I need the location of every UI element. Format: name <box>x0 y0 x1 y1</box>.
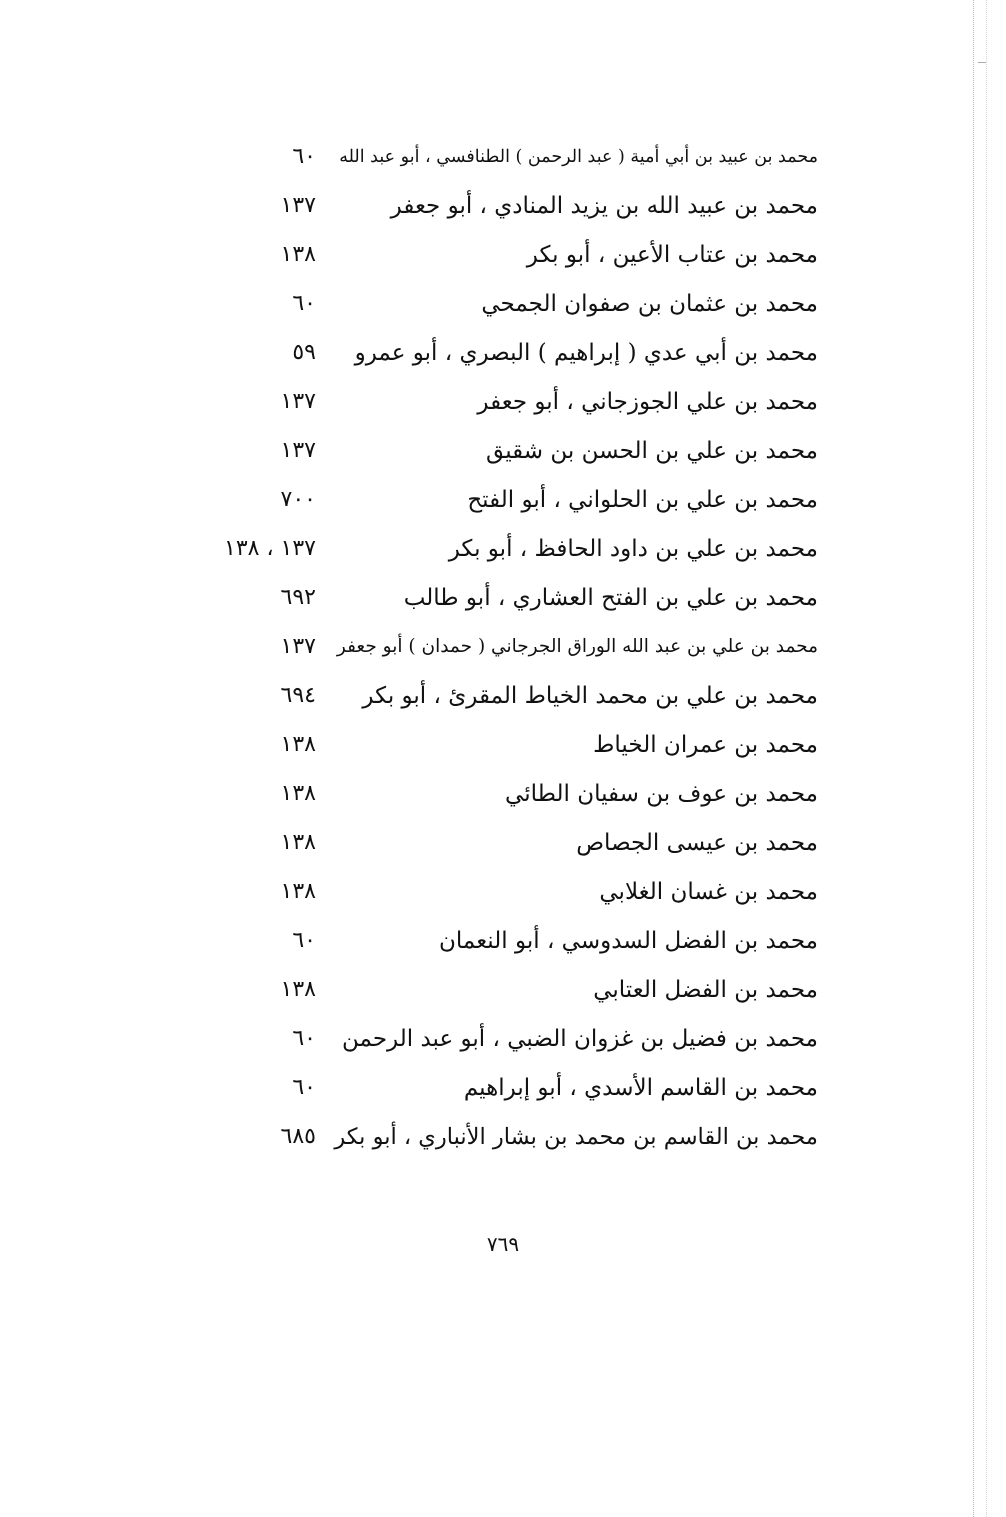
entry-page-refs: ٦٩٢ <box>280 585 316 610</box>
entry-page-refs: ١٣٧ <box>280 389 316 414</box>
entry-name: محمد بن علي الجوزجاني ، أبو جعفر <box>477 389 818 415</box>
entry-page-refs: ٥٩ <box>292 340 316 365</box>
entry-page-refs: ٦٠ <box>292 144 316 169</box>
index-entry <box>0 820 1006 869</box>
index-entry <box>0 918 1006 967</box>
index-entry <box>0 1114 1006 1163</box>
entry-page-refs: ١٣٧ <box>280 193 316 218</box>
entry-name: محمد بن القاسم الأسدي ، أبو إبراهيم <box>463 1075 818 1101</box>
index-entry <box>0 967 1006 1016</box>
index-entry <box>0 1016 1006 1065</box>
entry-name: محمد بن الفضل السدوسي ، أبو النعمان <box>439 928 818 954</box>
index-entry <box>0 428 1006 477</box>
entry-name: محمد بن عثمان بن صفوان الجمحي <box>481 291 818 317</box>
entry-name: محمد بن القاسم بن محمد بن بشار الأنباري ، أبو بكر <box>334 1124 818 1150</box>
index-entry <box>0 575 1006 624</box>
index-entry <box>0 869 1006 918</box>
entry-page-refs: ٦٠ <box>292 291 316 316</box>
page-number: ٧٦٩ <box>486 1232 520 1256</box>
entry-name: محمد بن علي بن محمد الخياط المقرئ ، أبو بكر <box>362 683 818 709</box>
entry-page-refs: ١٣٧ ، ١٣٨ <box>224 536 316 561</box>
entry-name: محمد بن علي بن داود الحافظ ، أبو بكر <box>448 536 818 562</box>
entry-name: محمد بن عتاب الأعين ، أبو بكر <box>526 242 818 268</box>
entry-name: محمد بن علي بن الحلواني ، أبو الفتح <box>467 487 818 513</box>
entry-name: محمد بن علي بن عبد الله الوراق الجرجاني ( حمدان ) أبو جعفر <box>336 636 818 657</box>
index-entry <box>0 526 1006 575</box>
index-entry <box>0 134 1006 183</box>
scan-edge-tick <box>978 62 986 63</box>
index-entry <box>0 722 1006 771</box>
entry-name: محمد بن عيسى الجصاص <box>576 830 818 856</box>
entry-page-refs: ١٣٧ <box>280 438 316 463</box>
entry-page-refs: ٦٠ <box>292 1026 316 1051</box>
entry-page-refs: ١٣٨ <box>280 977 316 1002</box>
entry-page-refs: ١٣٨ <box>280 879 316 904</box>
entry-name: محمد بن عمران الخياط <box>593 732 818 758</box>
index-entry <box>0 673 1006 722</box>
entry-page-refs: ١٣٧ <box>280 634 316 659</box>
index-entry <box>0 771 1006 820</box>
entry-name: محمد بن غسان الغلابي <box>599 879 818 905</box>
index-entry <box>0 183 1006 232</box>
entry-name: محمد بن الفضل العتابي <box>593 977 818 1003</box>
entry-page-refs: ١٣٨ <box>280 732 316 757</box>
entry-name: محمد بن فضيل بن غزوان الضبي ، أبو عبد الرحمن <box>342 1026 818 1052</box>
name-index-list <box>0 134 1006 1163</box>
entry-name: محمد بن عوف بن سفيان الطائي <box>505 781 818 807</box>
index-entry <box>0 330 1006 379</box>
entry-page-refs: ٦٨٥ <box>280 1124 316 1149</box>
entry-page-refs: ٦٠ <box>292 1075 316 1100</box>
entry-page-refs: ٦٠ <box>292 928 316 953</box>
entry-page-refs: ٦٩٤ <box>280 683 316 708</box>
entry-name: محمد بن أبي عدي ( إبراهيم ) البصري ، أبو عمرو <box>354 340 818 366</box>
entry-name: محمد بن عبيد الله بن يزيد المنادي ، أبو جعفر <box>390 193 818 219</box>
entry-page-refs: ١٣٨ <box>280 242 316 267</box>
entry-page-refs: ٧٠٠ <box>280 487 316 512</box>
entry-name: محمد بن عبيد بن أبي أمية ( عبد الرحمن ) الطنافسي ، أبو عبد الله <box>339 147 818 167</box>
index-entry <box>0 1065 1006 1114</box>
entry-page-refs: ١٣٨ <box>280 781 316 806</box>
index-entry <box>0 379 1006 428</box>
index-entry <box>0 232 1006 281</box>
index-entry <box>0 477 1006 526</box>
entry-name: محمد بن علي بن الحسن بن شقيق <box>486 438 818 464</box>
index-entry <box>0 281 1006 330</box>
entry-page-refs: ١٣٨ <box>280 830 316 855</box>
entry-name: محمد بن علي بن الفتح العشاري ، أبو طالب <box>403 585 818 611</box>
index-entry <box>0 624 1006 673</box>
